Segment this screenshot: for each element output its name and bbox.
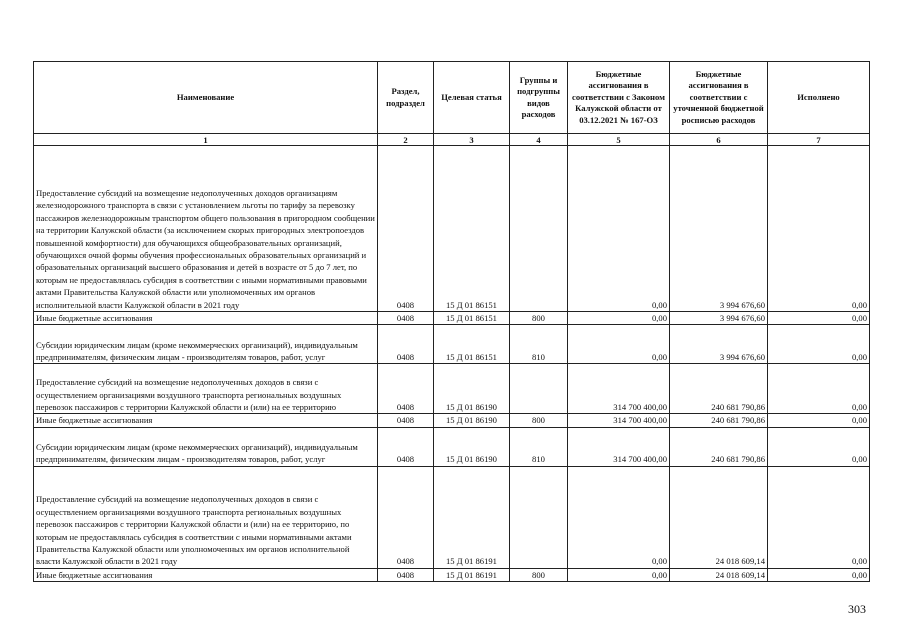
- table-row: [34, 364, 870, 414]
- row-section: 0408: [378, 427, 434, 466]
- table-row: [34, 466, 870, 568]
- row-group: 800: [510, 414, 568, 427]
- row-law-amount: 314 700 400,00: [568, 414, 670, 427]
- row-law-amount: 0,00: [568, 466, 670, 568]
- row-name: Иные бюджетные ассигнования: [34, 312, 378, 325]
- header-section: Раздел, подраздел: [378, 62, 434, 134]
- row-name: Предоставление субсидий на возмещение недополученных доходов организациям железнодорожного транспорта в связи с установлением льготы по тарифу за перевозку пассажиров железнодорожным транспортом общего пользования в пригородном сообщении на территории Калужской области (за исключением скорых пригородных электропоездов повышенной комфортности) для обучающихся общеобразовательных организаций, обучающихся очной формы обучения профессиональных образовательных организаций и образовательных организаций высшего образования и детей в возрасте от 5 до 7 лет, по которым не предоставлялась субсидия в соответствии с иными нормативными правовыми актами Правительства Калужской области или уполномоченных им органов исполнительной власти Калужской области в 2021 году: [34, 146, 378, 312]
- row-group: [510, 364, 568, 414]
- row-section: 0408: [378, 312, 434, 325]
- budget-execution-table: [33, 61, 870, 582]
- header-updated-allocations: Бюджетные ассигнования в соответствии с уточненной бюджетной росписью расходов: [670, 62, 768, 134]
- row-group: [510, 466, 568, 568]
- table-row: [34, 325, 870, 364]
- row-law-amount: 0,00: [568, 146, 670, 312]
- header-executed: Исполнено: [768, 62, 870, 134]
- column-number: 5: [568, 134, 670, 146]
- row-name: Иные бюджетные ассигнования: [34, 568, 378, 581]
- row-name: Субсидии юридическим лицам (кроме некоммерческих организаций), индивидуальным предпринимателям, физическим лицам - производителям товаров, работ, услуг: [34, 427, 378, 466]
- row-group: [510, 146, 568, 312]
- row-name: Субсидии юридическим лицам (кроме некоммерческих организаций), индивидуальным предпринимателям, физическим лицам - производителям товаров, работ, услуг: [34, 325, 378, 364]
- row-executed-amount: 0,00: [768, 414, 870, 427]
- table-row: [34, 414, 870, 427]
- row-law-amount: 314 700 400,00: [568, 427, 670, 466]
- row-group: 800: [510, 312, 568, 325]
- table-row: [34, 146, 870, 312]
- row-section: 0408: [378, 466, 434, 568]
- row-executed-amount: 0,00: [768, 568, 870, 581]
- row-executed-amount: 0,00: [768, 146, 870, 312]
- header-row: [34, 62, 870, 134]
- header-target: Целевая статья: [434, 62, 510, 134]
- row-name: Предоставление субсидий на возмещение недополученных доходов в связи с осуществлением организациями воздушного транспорта региональных воздушных перевозок пассажиров с территории Калужской области и (или) на ее территорию: [34, 364, 378, 414]
- row-updated-amount: 3 994 676,60: [670, 146, 768, 312]
- row-target: 15 Д 01 86191: [434, 568, 510, 581]
- row-executed-amount: 0,00: [768, 427, 870, 466]
- column-number: 6: [670, 134, 768, 146]
- row-target: 15 Д 01 86190: [434, 414, 510, 427]
- row-law-amount: 0,00: [568, 325, 670, 364]
- table-row: [34, 427, 870, 466]
- row-updated-amount: 3 994 676,60: [670, 325, 768, 364]
- row-target: 15 Д 01 86151: [434, 325, 510, 364]
- row-target: 15 Д 01 86151: [434, 146, 510, 312]
- row-target: 15 Д 01 86191: [434, 466, 510, 568]
- table-row: [34, 312, 870, 325]
- row-name: Предоставление субсидий на возмещение недополученных доходов в связи с осуществлением организациями воздушного транспорта региональных воздушных перевозок пассажиров с территории Калужской области и (или) на ее территорию, по которым не предоставлялась субсидия в соответствии с иными нормативными актами Правительства Калужской области или уполномоченных им органов исполнительной власти Калужской области в 2021 году: [34, 466, 378, 568]
- table-row: [34, 568, 870, 581]
- page-number: 303: [848, 602, 866, 616]
- row-name: Иные бюджетные ассигнования: [34, 414, 378, 427]
- row-group: 810: [510, 427, 568, 466]
- row-target: 15 Д 01 86190: [434, 364, 510, 414]
- column-number: 1: [34, 134, 378, 146]
- row-target: 15 Д 01 86190: [434, 427, 510, 466]
- column-number: 2: [378, 134, 434, 146]
- header-law-allocations: Бюджетные ассигнования в соответствии с Законом Калужской области от 03.12.2021 № 167-ОЗ: [568, 62, 670, 134]
- row-group: 800: [510, 568, 568, 581]
- row-section: 0408: [378, 364, 434, 414]
- row-executed-amount: 0,00: [768, 312, 870, 325]
- column-number: 4: [510, 134, 568, 146]
- row-updated-amount: 240 681 790,86: [670, 427, 768, 466]
- header-name: Наименование: [34, 62, 378, 134]
- column-number-row: [34, 134, 870, 146]
- row-updated-amount: 240 681 790,86: [670, 364, 768, 414]
- row-group: 810: [510, 325, 568, 364]
- row-section: 0408: [378, 414, 434, 427]
- row-updated-amount: 240 681 790,86: [670, 414, 768, 427]
- row-executed-amount: 0,00: [768, 325, 870, 364]
- row-section: 0408: [378, 568, 434, 581]
- row-updated-amount: 24 018 609,14: [670, 568, 768, 581]
- column-number: 7: [768, 134, 870, 146]
- row-section: 0408: [378, 325, 434, 364]
- row-updated-amount: 3 994 676,60: [670, 312, 768, 325]
- row-target: 15 Д 01 86151: [434, 312, 510, 325]
- row-section: 0408: [378, 146, 434, 312]
- row-law-amount: 0,00: [568, 568, 670, 581]
- header-groups: Группы и подгруппы видов расходов: [510, 62, 568, 134]
- row-executed-amount: 0,00: [768, 364, 870, 414]
- column-number: 3: [434, 134, 510, 146]
- row-law-amount: 314 700 400,00: [568, 364, 670, 414]
- row-law-amount: 0,00: [568, 312, 670, 325]
- row-executed-amount: 0,00: [768, 466, 870, 568]
- row-updated-amount: 24 018 609,14: [670, 466, 768, 568]
